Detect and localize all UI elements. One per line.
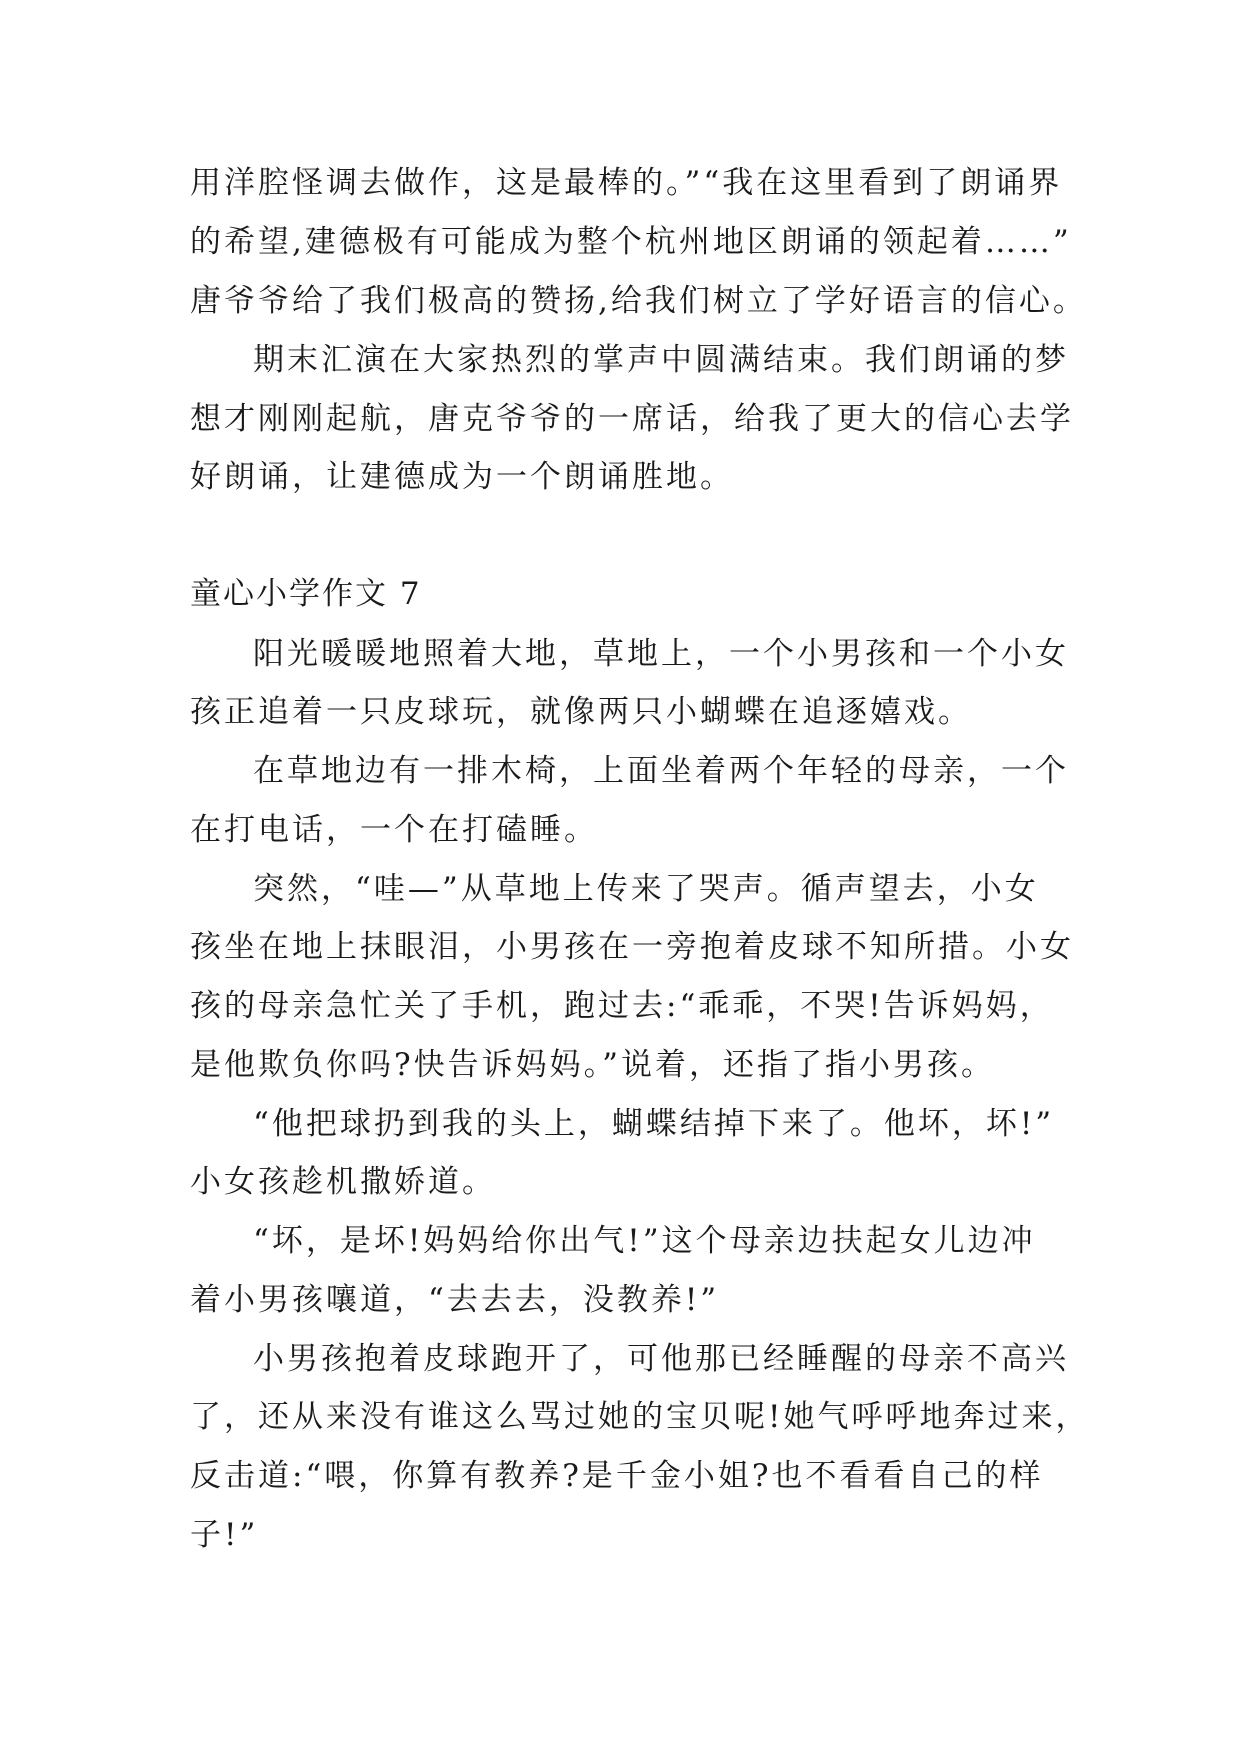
text-line: 孩的母亲急忙关了手机，跑过去:“乖乖，不哭!告诉妈妈， [190, 988, 1054, 1024]
text-line: 在打电话，一个在打磕睡。 [190, 812, 598, 848]
text-line: 的希望,建德极有可能成为整个杭州地区朗诵的领起着……” [190, 224, 1072, 260]
text-line: 是他欺负你吗?快告诉妈妈。”说着，还指了指小男孩。 [190, 1047, 995, 1083]
text-line: 子!” [190, 1517, 259, 1553]
text-line: 期末汇演在大家热烈的掌声中圆满结束。我们朗诵的梦 [253, 342, 1069, 378]
text-line: 在草地边有一排木椅，上面坐着两个年轻的母亲，一个 [253, 753, 1069, 789]
text-line: 小男孩抱着皮球跑开了，可他那已经睡醒的母亲不高兴 [253, 1341, 1069, 1377]
text-line: 小女孩趁机撒娇道。 [190, 1164, 496, 1200]
essay-title: 童心小学作文 7 [190, 576, 422, 612]
text-line: 想才刚刚起航，唐克爷爷的一席话，给我了更大的信心去学 [190, 401, 1074, 437]
text-line: 用洋腔怪调去做作，这是最棒的。”“我在这里看到了朗诵界 [190, 165, 1063, 201]
text-line: 好朗诵，让建德成为一个朗诵胜地。 [190, 459, 734, 495]
text-line: “他把球扔到我的头上，蝴蝶结掉下来了。他坏，坏!” [253, 1106, 1055, 1142]
text-line: 突然，“哇—”从草地上传来了哭声。循声望去，小女 [253, 871, 1039, 907]
text-line: 孩坐在地上抹眼泪，小男孩在一旁抱着皮球不知所措。小女 [190, 929, 1074, 965]
text-line: 孩正追着一只皮球玩，就像两只小蝴蝶在追逐嬉戏。 [190, 694, 972, 730]
text-line: 着小男孩嚷道，“去去去，没教养!” [190, 1282, 720, 1318]
text-line: 了，还从来没有谁这么骂过她的宝贝呢!她气呼呼地奔过来， [190, 1399, 1090, 1435]
text-line: “坏，是坏!妈妈给你出气!”这个母亲边扶起女儿边冲 [253, 1223, 1036, 1259]
text-line: 阳光暖暖地照着大地，草地上，一个小男孩和一个小女 [253, 636, 1069, 672]
text-line: 唐爷爷给了我们极高的赞扬,给我们树立了学好语言的信心。 [190, 283, 1087, 319]
text-line: 反击道:“喂，你算有教养?是千金小姐?也不看看自己的样 [190, 1458, 1044, 1494]
